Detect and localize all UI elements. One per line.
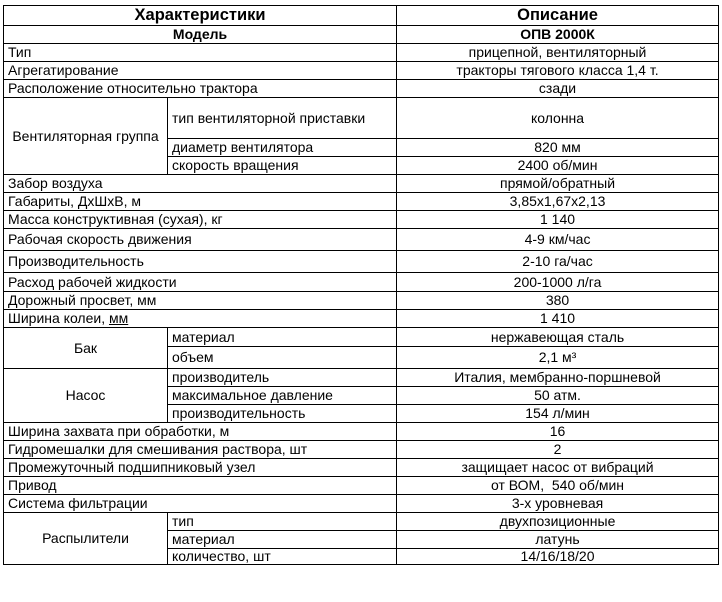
group-label-sprayers: Распылители [4, 513, 168, 565]
row-label: Расход рабочей жидкости [4, 273, 397, 292]
row-label: Дорожный просвет, мм [4, 292, 397, 310]
row-value: 200-1000 л/га [397, 273, 719, 292]
row-label: Промежуточный подшипниковый узел [4, 459, 397, 477]
spec-table-container [3, 5, 719, 565]
table-row [4, 44, 719, 62]
sub-value: 154 л/мин [397, 405, 719, 423]
table-row [4, 175, 719, 193]
sub-value: латунь [397, 531, 719, 549]
header-row [4, 6, 719, 26]
row-value: 2-10 га/час [397, 251, 719, 273]
sub-value: 820 мм [397, 139, 719, 157]
row-value: 4-9 км/час [397, 229, 719, 251]
row-value: прямой/обратный [397, 175, 719, 193]
table-row [4, 423, 719, 441]
header-description: Описание [397, 6, 719, 26]
row-label: Габариты, ДхШхВ, м [4, 193, 397, 211]
row-value: 1 410 [397, 310, 719, 328]
row-value: 380 [397, 292, 719, 310]
sub-label: тип вентиляторной приставки [168, 98, 397, 139]
row-value: 2 [397, 441, 719, 459]
table-row [4, 193, 719, 211]
row-label: Агрегатирование [4, 62, 397, 80]
table-row [4, 273, 719, 292]
sub-value: 14/16/18/20 [397, 549, 719, 565]
row-label: Система фильтрации [4, 495, 397, 513]
sub-value: колонна [397, 98, 719, 139]
model-value: ОПВ 2000К [397, 26, 719, 44]
sub-label: скорость вращения [168, 157, 397, 175]
header-characteristics: Характеристики [4, 6, 397, 26]
model-row [4, 26, 719, 44]
table-row [4, 211, 719, 229]
sub-label: производитель [168, 369, 397, 387]
table-row [4, 80, 719, 98]
sub-label: производительность [168, 405, 397, 423]
row-label: Гидромешалки для смешивания раствора, шт [4, 441, 397, 459]
table-row [4, 62, 719, 80]
group-label-fan: Вентиляторная группа [4, 98, 168, 175]
table-row [4, 310, 719, 328]
sub-label: материал [168, 531, 397, 549]
row-value: тракторы тягового класса 1,4 т. [397, 62, 719, 80]
row-label: Тип [4, 44, 397, 62]
row-label: Забор воздуха [4, 175, 397, 193]
model-label: Модель [4, 26, 397, 44]
specifications-table [3, 5, 719, 565]
table-row [4, 229, 719, 251]
table-row [4, 328, 719, 347]
row-value: от ВОМ, 540 об/мин [397, 477, 719, 495]
row-value: защищает насос от вибраций [397, 459, 719, 477]
table-row [4, 441, 719, 459]
sub-label: количество, шт [168, 549, 397, 565]
sub-value: Италия, мембранно-поршневой [397, 369, 719, 387]
table-row [4, 292, 719, 310]
group-label-pump: Насос [4, 369, 168, 423]
row-value: 1 140 [397, 211, 719, 229]
sub-label: материал [168, 328, 397, 347]
row-label: Привод [4, 477, 397, 495]
row-value: 16 [397, 423, 719, 441]
track-width-unit: мм [108, 310, 129, 326]
sub-value: двухпозиционные [397, 513, 719, 531]
row-value: 3,85х1,67х2,13 [397, 193, 719, 211]
row-label: Ширина захвата при обработки, м [4, 423, 397, 441]
row-label: Рабочая скорость движения [4, 229, 397, 251]
row-label: Производительность [4, 251, 397, 273]
table-row [4, 513, 719, 531]
row-label: Расположение относительно трактора [4, 80, 397, 98]
sub-label: объем [168, 347, 397, 369]
sub-label: диаметр вентилятора [168, 139, 397, 157]
row-label [4, 310, 397, 328]
sub-value: нержавеющая сталь [397, 328, 719, 347]
table-row [4, 369, 719, 387]
sub-label: тип [168, 513, 397, 531]
group-label-tank: Бак [4, 328, 168, 369]
sub-value: 50 атм. [397, 387, 719, 405]
table-row [4, 98, 719, 139]
table-row [4, 477, 719, 495]
row-value: прицепной, вентиляторный [397, 44, 719, 62]
sub-label: максимальное давление [168, 387, 397, 405]
row-label: Масса конструктивная (сухая), кг [4, 211, 397, 229]
row-value: 3-х уровневая [397, 495, 719, 513]
table-row [4, 459, 719, 477]
sub-value: 2400 об/мин [397, 157, 719, 175]
track-width-label: Ширина колеи, [8, 310, 109, 326]
row-value: сзади [397, 80, 719, 98]
table-row [4, 251, 719, 273]
sub-value: 2,1 м³ [397, 347, 719, 369]
table-row [4, 495, 719, 513]
